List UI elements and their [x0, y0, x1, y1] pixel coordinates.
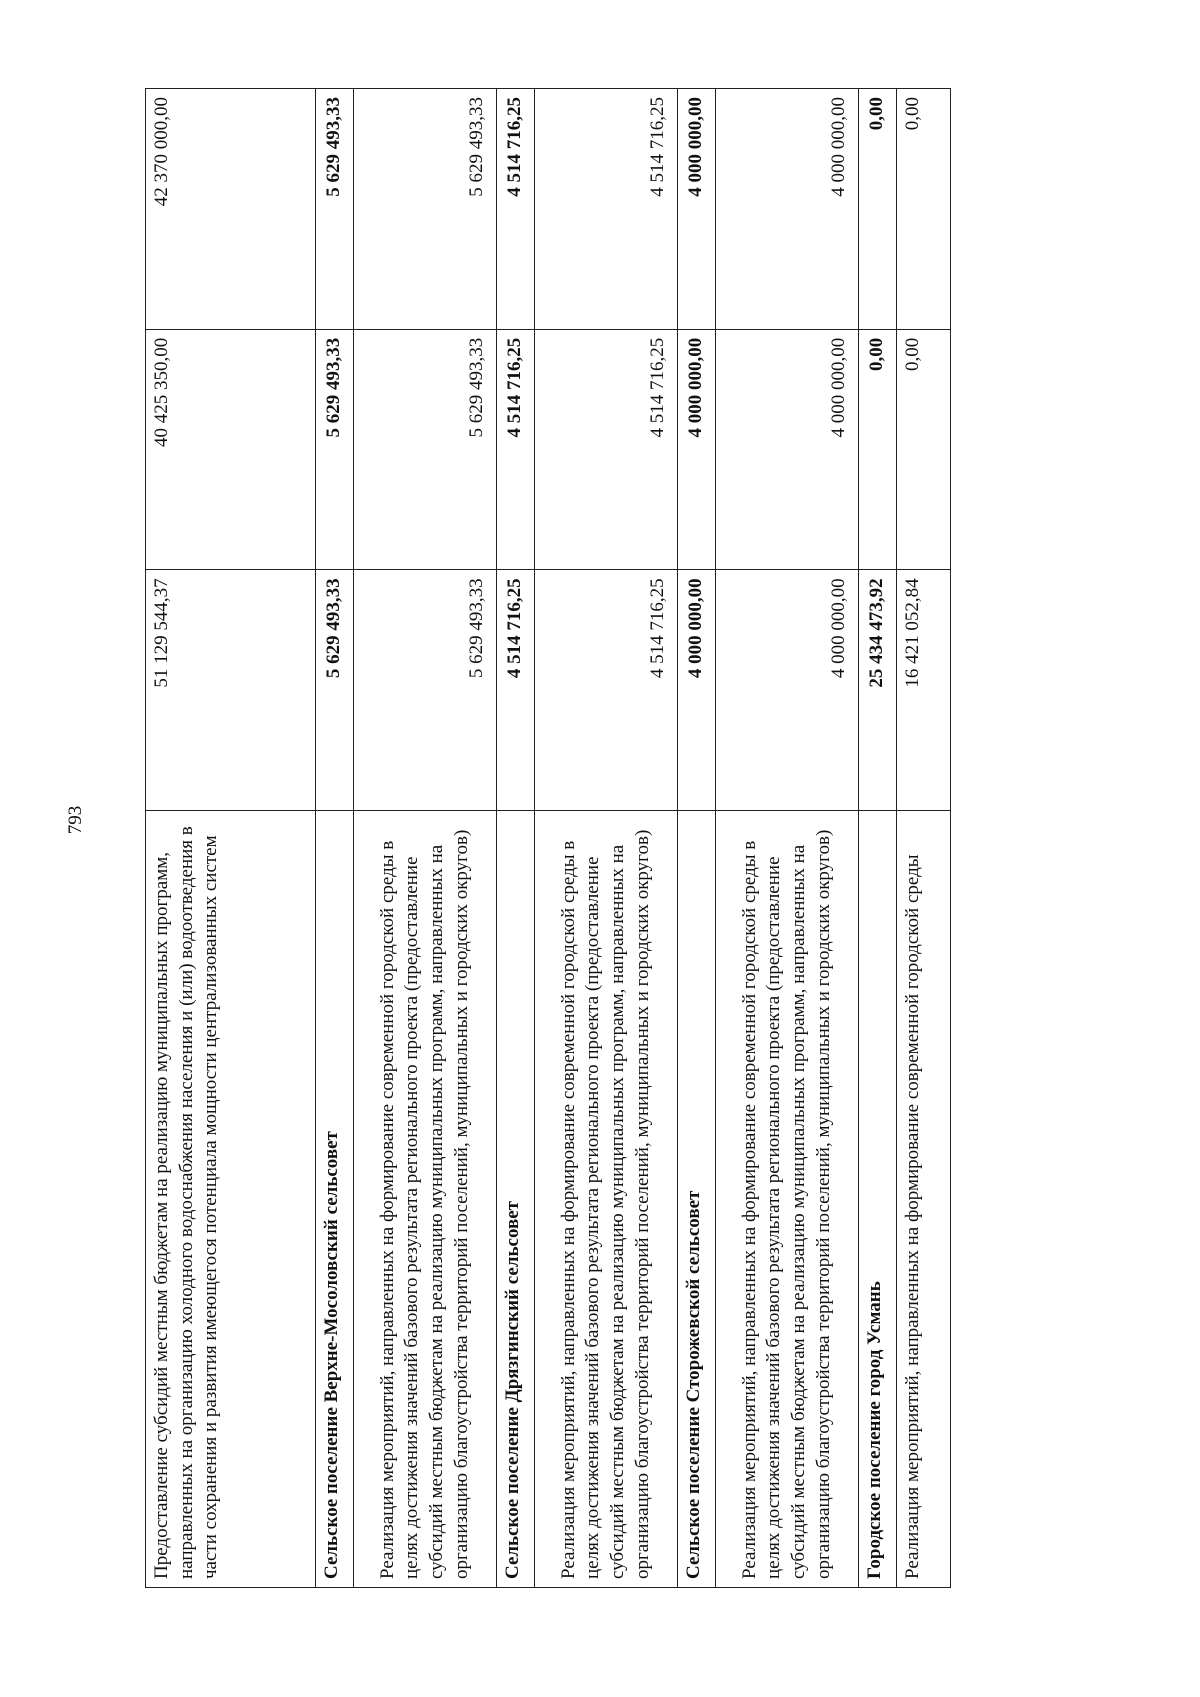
row-value-3: 4 000 000,00	[716, 89, 859, 330]
budget-table	[145, 88, 951, 1588]
table-row	[716, 89, 859, 1588]
row-description: Реализация мероприятий, направленных на формирование современной городской среды в целях достижения значений базового результата регионального проекта (предоставление субсидий местным бюджетам на реализацию муниципальных программ, направленных на организацию благоустройства территорий поселений, муниципальных и городских округов)	[354, 811, 497, 1588]
row-value-1: 5 629 493,33	[354, 570, 497, 811]
row-description: Сельское поселение Дрязгинский сельсовет	[497, 811, 535, 1588]
row-description: Сельское поселение Сторожевской сельсовет	[678, 811, 716, 1588]
row-value-2: 4 514 716,25	[535, 329, 678, 570]
row-value-2: 5 629 493,33	[316, 329, 354, 570]
row-value-2: 0,00	[897, 329, 951, 570]
row-value-2: 0,00	[859, 329, 897, 570]
row-value-1: 4 000 000,00	[678, 570, 716, 811]
row-value-1: 25 434 473,92	[859, 570, 897, 811]
row-value-3: 4 514 716,25	[535, 89, 678, 330]
row-value-3: 42 370 000,00	[146, 89, 316, 330]
row-value-1: 4 514 716,25	[497, 570, 535, 811]
row-value-2: 40 425 350,00	[146, 329, 316, 570]
table-row	[354, 89, 497, 1588]
row-value-1: 4 514 716,25	[535, 570, 678, 811]
row-value-2: 5 629 493,33	[354, 329, 497, 570]
row-value-2: 4 514 716,25	[497, 329, 535, 570]
table-row	[897, 89, 951, 1588]
rotated-page-content	[145, 88, 950, 1588]
row-value-2: 4 000 000,00	[678, 329, 716, 570]
row-value-3: 4 000 000,00	[678, 89, 716, 330]
table-row-heading	[678, 89, 716, 1588]
row-description: Городское поселение город Усмань	[859, 811, 897, 1588]
row-value-1: 16 421 052,84	[897, 570, 951, 811]
row-value-3: 4 514 716,25	[497, 89, 535, 330]
row-description: Реализация мероприятий, направленных на формирование современной городской среды в целях достижения значений базового результата регионального проекта (предоставление субсидий местным бюджетам на реализацию муниципальных программ, направленных на организацию благоустройства территорий поселений, муниципальных и городских округов)	[716, 811, 859, 1588]
row-value-1: 4 000 000,00	[716, 570, 859, 811]
row-value-1: 5 629 493,33	[316, 570, 354, 811]
row-description: Сельское поселение Верхне-Мосоловский сельсовет	[316, 811, 354, 1588]
row-description: Реализация мероприятий, направленных на формирование современной городской среды	[897, 811, 951, 1588]
row-value-3: 5 629 493,33	[316, 89, 354, 330]
table-row-heading	[859, 89, 897, 1588]
table-row-heading	[316, 89, 354, 1588]
row-description: Реализация мероприятий, направленных на формирование современной городской среды в целях достижения значений базового результата регионального проекта (предоставление субсидий местным бюджетам на реализацию муниципальных программ, направленных на организацию благоустройства территорий поселений, муниципальных и городских округов)	[535, 811, 678, 1588]
row-value-1: 51 129 544,37	[146, 570, 316, 811]
table-row	[146, 89, 316, 1588]
row-value-2: 4 000 000,00	[716, 329, 859, 570]
table-row-heading	[497, 89, 535, 1588]
row-description: Предоставление субсидий местным бюджетам на реализацию муниципальных программ, направленных на организацию холодного водоснабжения населения и (или) водоотведения в части сохранения и развития имеющегося потенциала мощности централизованных систем	[146, 811, 316, 1588]
table-row	[535, 89, 678, 1588]
row-value-3: 0,00	[859, 89, 897, 330]
row-value-3: 0,00	[897, 89, 951, 330]
row-value-3: 5 629 493,33	[354, 89, 497, 330]
page-number: 793	[65, 805, 86, 835]
